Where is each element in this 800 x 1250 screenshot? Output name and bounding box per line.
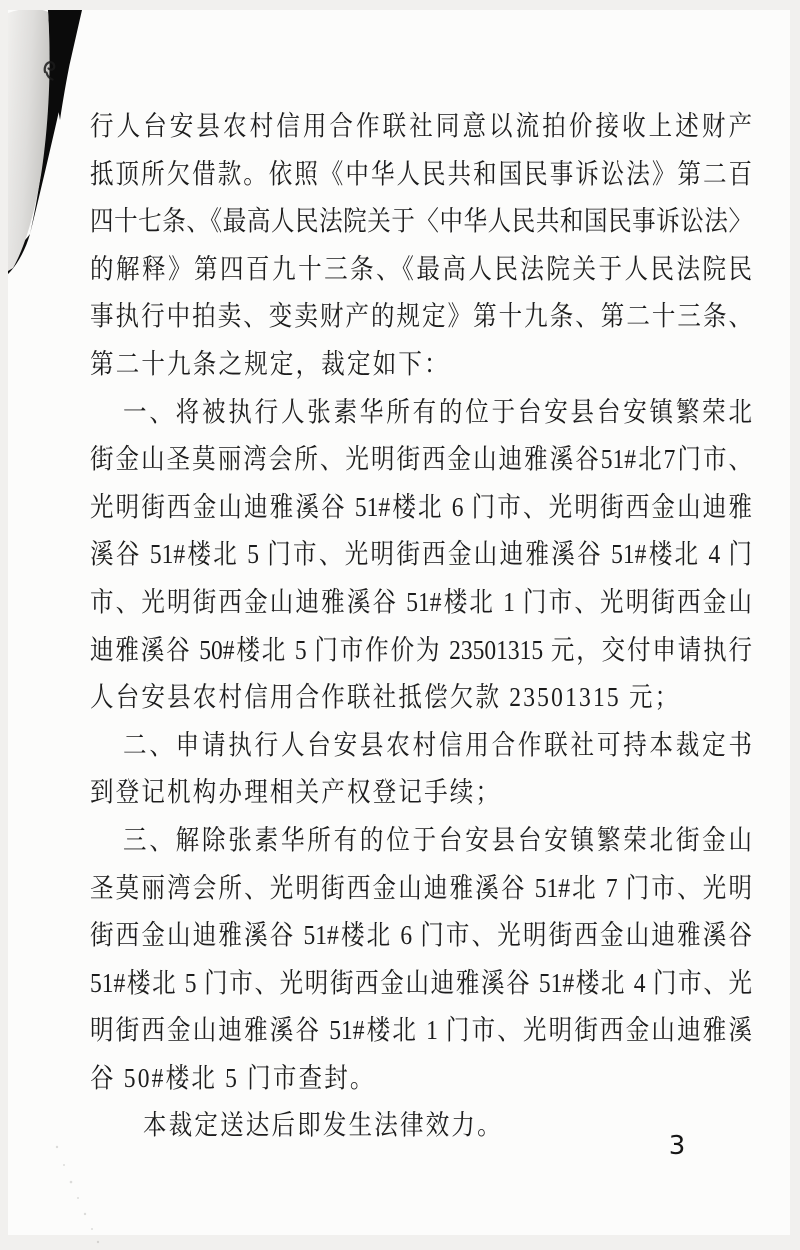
text-line: 市、光明街西金山迪雅溪谷 51#楼北 1 门市、光明街西金山 — [90, 587, 752, 618]
text-line: 街西金山迪雅溪谷 51#楼北 6 门市、光明街西金山迪雅溪谷 — [90, 920, 752, 952]
page-number: 3 — [668, 1131, 686, 1161]
text-line: 圣莫丽湾会所、光明街西金山迪雅溪谷 51#北 7 门市、光明 — [90, 873, 752, 904]
text-line: 明街西金山迪雅溪谷 51#楼北 1 门市、光明街西金山迪雅溪 — [90, 1016, 752, 1047]
text-line: 迪雅溪谷 50#楼北 5 门市作价为 23501315 元，交付申请执行 — [90, 635, 752, 666]
text-line: 到登记机构办理相关产权登记手续； — [90, 778, 502, 809]
text-line: 第二十九条之规定，裁定如下： — [90, 349, 450, 380]
scan-speckle-trail — [48, 1135, 108, 1250]
text-line: 四十七条、《最高人民法院关于〈中华人民共和国民事诉讼法〉 — [90, 206, 752, 238]
text-line: 谷 50#楼北 5 门市查封。 — [90, 1063, 376, 1094]
document-body-text — [90, 104, 752, 1151]
text-line: 一、将被执行人张素华所有的位于台安县台安镇繁荣北 — [123, 397, 752, 428]
text-line: 光明街西金山迪雅溪谷 51#楼北 6 门市、光明街西金山迪雅 — [90, 492, 752, 523]
text-line: 三、解除张素华所有的位于台安县台安镇繁荣北街金山 — [123, 825, 752, 856]
text-line: 溪谷 51#楼北 5 门市、光明街西金山迪雅溪谷 51#楼北 4 门 — [90, 540, 752, 571]
text-line: 人台安县农村信用合作联社抵偿欠款 23501315 元； — [90, 682, 681, 714]
page-corner-fold-artifact — [8, 10, 88, 276]
text-line: 行人台安县农村信用合作联社同意以流拍价接收上述财产 — [90, 111, 752, 142]
document-page — [8, 10, 790, 1235]
text-line: 本裁定送达后即发生法律效力。 — [143, 1111, 503, 1142]
fold-curled-corner — [8, 10, 50, 271]
text-line: 51#楼北 5 门市、光明街西金山迪雅溪谷 51#楼北 4 门市、光 — [90, 968, 752, 999]
text-line: 二、申请执行人台安县农村信用合作联社可持本裁定书 — [123, 730, 752, 761]
text-line: 街金山圣莫丽湾会所、光明街西金山迪雅溪谷51#北7门市、 — [90, 444, 752, 476]
text-line: 抵顶所欠借款。依照《中华人民共和国民事诉讼法》第二百 — [90, 159, 752, 190]
text-line: 事执行中拍卖、变卖财产的规定》第十九条、第二十三条、 — [90, 302, 752, 333]
text-line: 的解释》第四百九十三条、《最高人民法院关于人民法院民 — [90, 254, 752, 285]
